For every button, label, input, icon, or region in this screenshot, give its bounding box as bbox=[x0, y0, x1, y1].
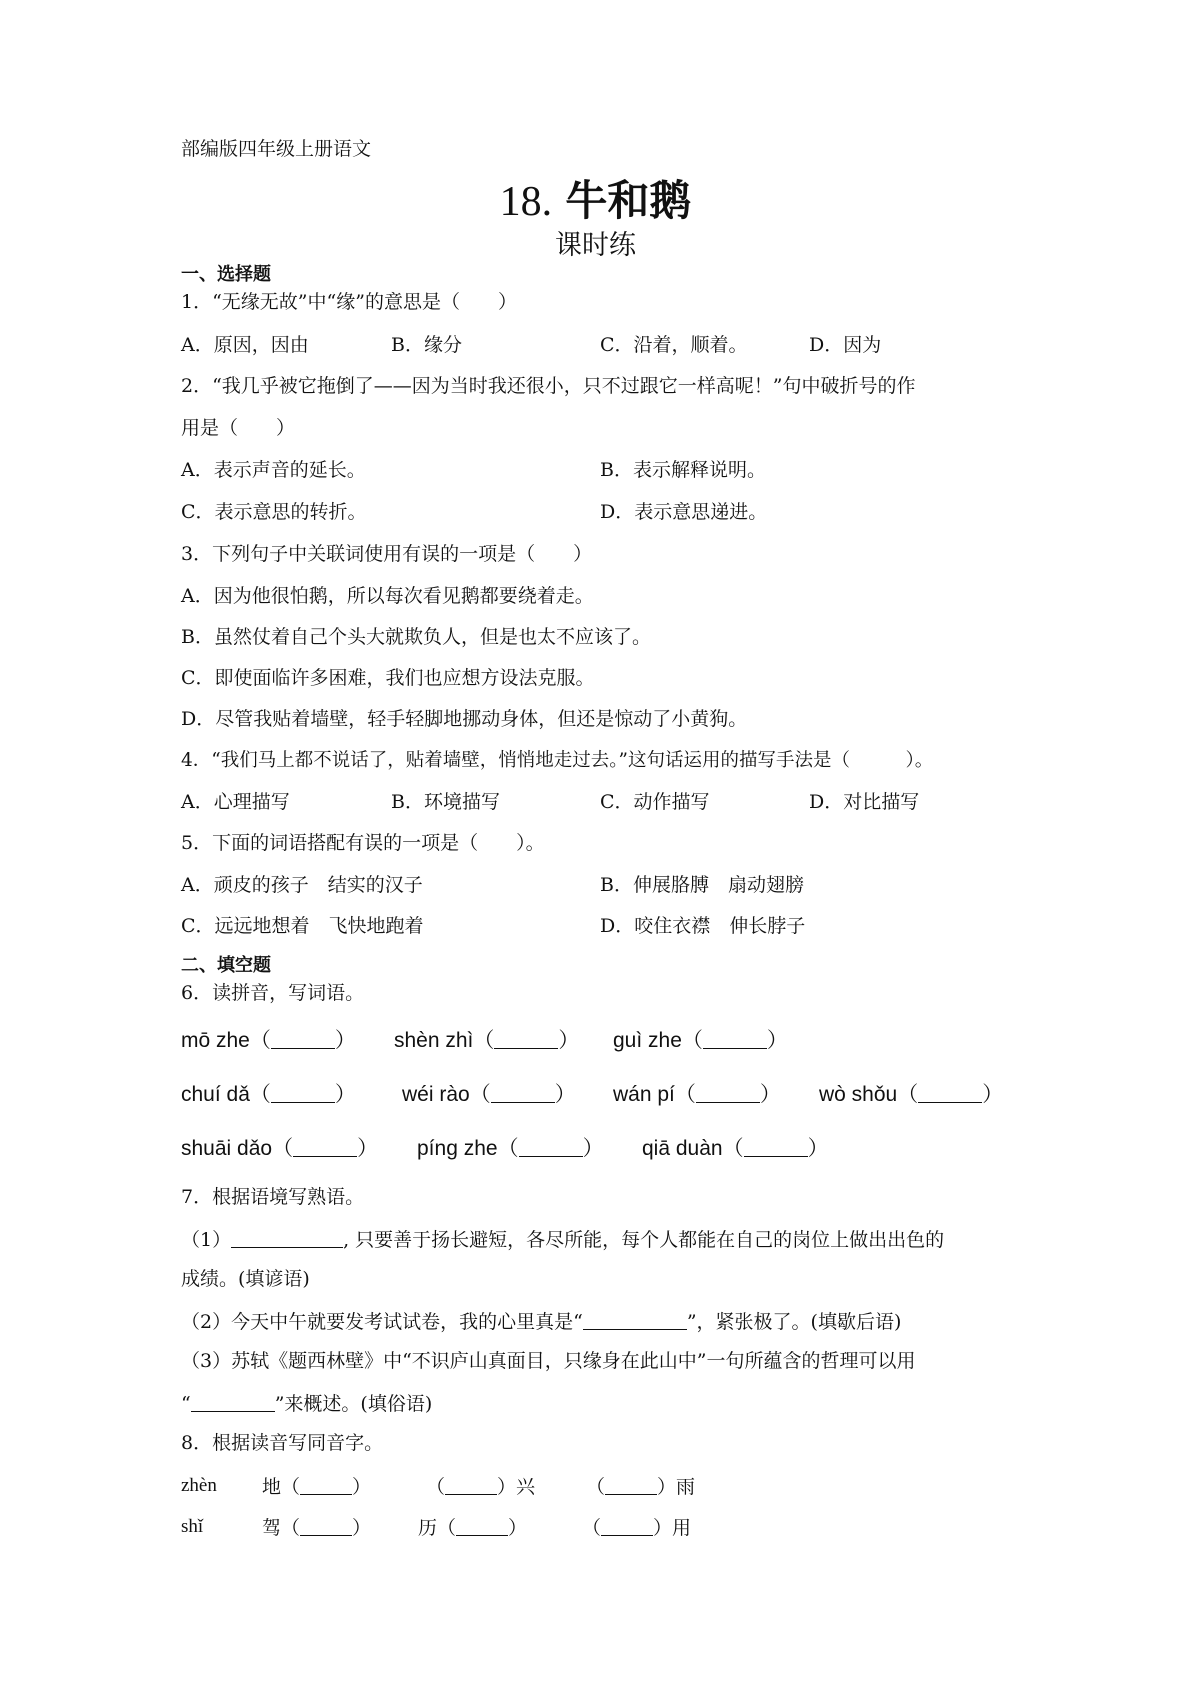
question-3: 3．下列句子中关联词使用有误的一项是（ ） bbox=[181, 543, 593, 565]
q8-row1-item-b bbox=[426, 1476, 535, 1497]
answer-blank[interactable] bbox=[494, 1030, 558, 1049]
paren: （ bbox=[897, 1083, 919, 1106]
question-8: 8．根据读音写同音字。 bbox=[181, 1432, 384, 1454]
pinyin-text: shèn zhì bbox=[394, 1029, 474, 1052]
paren: ） bbox=[766, 1029, 788, 1052]
q4-option-c: C．动作描写 bbox=[600, 791, 710, 813]
pinyin-item bbox=[613, 1084, 781, 1105]
lesson-number: 18. bbox=[499, 179, 553, 225]
q7-part3-line2 bbox=[181, 1393, 432, 1414]
pinyin-item bbox=[181, 1138, 378, 1159]
q1-option-d: D．因为 bbox=[809, 334, 882, 356]
q7-part3-line1: （3）苏轼《题西林壁》中“不识庐山真面目，只缘身在此山中”一句所蕴含的哲理可以用 bbox=[181, 1350, 916, 1372]
q5-option-a: A．顽皮的孩子 结实的汉子 bbox=[181, 874, 423, 896]
q1-option-a: A．原因，因由 bbox=[181, 334, 309, 356]
q7-part2-post: ”，紧张极了。(填歇后语) bbox=[686, 1311, 902, 1333]
paren: ） bbox=[554, 1083, 576, 1106]
pinyin-text: chuí dǎ bbox=[181, 1083, 250, 1106]
q8-row1-item-c bbox=[586, 1476, 695, 1497]
paren: （ bbox=[272, 1137, 294, 1160]
q7-part1-line2: 成绩。(填谚语) bbox=[181, 1268, 310, 1290]
paren: （ bbox=[586, 1476, 606, 1498]
question-2-line2: 用是（ ） bbox=[181, 417, 296, 439]
q4-option-b: B．环境描写 bbox=[391, 791, 500, 813]
q2-option-c: C．表示意思的转折。 bbox=[181, 501, 367, 523]
question-1: 1．“无缘无故”中“缘”的意思是（ ） bbox=[181, 291, 517, 313]
q5-option-d: D．咬住衣襟 伸长脖子 bbox=[600, 915, 806, 937]
answer-blank[interactable] bbox=[300, 1517, 352, 1536]
q7-part1 bbox=[181, 1229, 944, 1250]
paren: ） bbox=[334, 1083, 356, 1106]
pinyin-text: wéi rào bbox=[402, 1083, 470, 1106]
q3-option-a: A．因为他很怕鹅，所以每次看见鹅都要绕着走。 bbox=[181, 585, 594, 607]
q5-option-c: C．远远地想着 飞快地跑着 bbox=[181, 915, 424, 937]
paren: ） bbox=[334, 1029, 356, 1052]
answer-blank[interactable] bbox=[601, 1517, 653, 1536]
q8-row1-pinyin: zhèn bbox=[181, 1475, 217, 1496]
answer-blank[interactable] bbox=[918, 1084, 982, 1103]
paren: ） bbox=[508, 1517, 528, 1539]
course-label: 部编版四年级上册语文 bbox=[181, 138, 372, 160]
q8-text: 驾（ bbox=[262, 1517, 301, 1539]
section-heading-choice: 一、选择题 bbox=[181, 264, 271, 285]
paren: ） bbox=[982, 1083, 1004, 1106]
paren: ） bbox=[759, 1083, 781, 1106]
question-6: 6．读拼音，写词语。 bbox=[181, 982, 365, 1004]
q3-option-d: D．尽管我贴着墙壁，轻手轻脚地挪动身体，但还是惊动了小黄狗。 bbox=[181, 708, 748, 730]
answer-blank[interactable] bbox=[293, 1138, 357, 1157]
question-2-line1: 2．“我几乎被它拖倒了——因为当时我还很小，只不过跟它一样高呢！”句中破折号的作 bbox=[181, 375, 916, 397]
answer-blank[interactable] bbox=[605, 1476, 657, 1495]
answer-blank[interactable] bbox=[456, 1517, 508, 1536]
paren: （ bbox=[681, 1029, 703, 1052]
q8-text: ）用 bbox=[653, 1517, 692, 1539]
answer-blank[interactable] bbox=[744, 1138, 808, 1157]
pinyin-item bbox=[819, 1084, 1003, 1105]
answer-blank[interactable] bbox=[300, 1476, 352, 1495]
question-7: 7．根据语境写熟语。 bbox=[181, 1186, 365, 1208]
answer-blank[interactable] bbox=[703, 1030, 767, 1049]
paren: ） bbox=[352, 1517, 372, 1539]
paren: （ bbox=[582, 1517, 602, 1539]
q7-part3-pre: “ bbox=[181, 1393, 191, 1415]
q8-row1-item-a bbox=[262, 1476, 371, 1497]
paren: ） bbox=[807, 1137, 829, 1160]
pinyin-item bbox=[181, 1084, 356, 1105]
q3-option-b: B．虽然仗着自己个头大就欺负人，但是也太不应该了。 bbox=[181, 626, 651, 648]
paren: （ bbox=[722, 1137, 744, 1160]
pinyin-text: shuāi dǎo bbox=[181, 1137, 273, 1160]
paren: （ bbox=[469, 1083, 491, 1106]
q7-part1-text: , 只要善于扬长避短，各尽所能，每个人都能在自己的岗位上做出出色的 bbox=[343, 1229, 945, 1251]
q3-option-c: C．即使面临许多困难，我们也应想方设法克服。 bbox=[181, 667, 595, 689]
q7-part1-number: （1） bbox=[181, 1229, 232, 1251]
paren: （ bbox=[249, 1029, 271, 1052]
pinyin-item bbox=[613, 1030, 788, 1051]
q7-part2-pre: （2）今天中午就要发考试试卷，我的心里真是“ bbox=[181, 1311, 583, 1333]
q1-option-c: C．沿着，顺着。 bbox=[600, 334, 748, 356]
q4-option-d: D．对比描写 bbox=[809, 791, 920, 813]
pinyin-text: wán pí bbox=[613, 1083, 675, 1106]
pinyin-text: píng zhe bbox=[417, 1137, 498, 1160]
question-4: 4．“我们马上都不说话了，贴着墙壁，悄悄地走过去。”这句话运用的描写手法是（ ）。 bbox=[181, 750, 934, 771]
paren: （ bbox=[426, 1476, 446, 1498]
q7-part3-post: ”来概述。(填俗语) bbox=[274, 1393, 433, 1415]
answer-blank[interactable] bbox=[696, 1084, 760, 1103]
pinyin-text: qiā duàn bbox=[642, 1137, 723, 1160]
pinyin-text: mō zhe bbox=[181, 1029, 250, 1052]
pinyin-item bbox=[642, 1138, 829, 1159]
paren: ） bbox=[558, 1029, 580, 1052]
q2-option-b: B．表示解释说明。 bbox=[600, 459, 766, 481]
q5-option-b: B．伸展胳膊 扇动翅膀 bbox=[600, 874, 804, 896]
q8-text: ）兴 bbox=[497, 1476, 536, 1498]
q8-text: 地（ bbox=[262, 1476, 301, 1498]
answer-blank[interactable] bbox=[271, 1030, 335, 1049]
answer-blank[interactable] bbox=[519, 1138, 583, 1157]
q8-row2-item-c bbox=[582, 1517, 691, 1538]
paren: （ bbox=[473, 1029, 495, 1052]
answer-blank[interactable] bbox=[583, 1311, 687, 1330]
answer-blank[interactable] bbox=[191, 1393, 275, 1412]
paren: ） bbox=[582, 1137, 604, 1160]
q2-option-a: A．表示声音的延长。 bbox=[181, 459, 366, 481]
paren: ） bbox=[352, 1476, 372, 1498]
q2-option-d: D．表示意思递进。 bbox=[600, 501, 768, 523]
pinyin-item bbox=[394, 1030, 579, 1051]
answer-blank[interactable] bbox=[231, 1229, 343, 1248]
paren: （ bbox=[249, 1083, 271, 1106]
q8-row2-pinyin: shǐ bbox=[181, 1516, 204, 1537]
q8-text: ）雨 bbox=[657, 1476, 696, 1498]
answer-blank[interactable] bbox=[445, 1476, 497, 1495]
page-subtitle: 课时练 bbox=[555, 230, 636, 261]
q8-text: 历（ bbox=[418, 1517, 457, 1539]
pinyin-text: wò shǒu bbox=[819, 1083, 898, 1106]
q7-part2 bbox=[181, 1311, 901, 1332]
q8-row2-item-b bbox=[418, 1517, 527, 1538]
section-heading-fill: 二、填空题 bbox=[181, 955, 271, 976]
paren: ） bbox=[357, 1137, 379, 1160]
pinyin-item bbox=[181, 1030, 356, 1051]
q1-option-b: B．缘分 bbox=[391, 334, 462, 356]
answer-blank[interactable] bbox=[271, 1084, 335, 1103]
page-title bbox=[0, 176, 1191, 225]
lesson-title: 牛和鹅 bbox=[565, 176, 692, 225]
answer-blank[interactable] bbox=[491, 1084, 555, 1103]
q4-option-a: A．心理描写 bbox=[181, 791, 290, 813]
q8-row2-item-a bbox=[262, 1517, 371, 1538]
pinyin-text: guì zhe bbox=[613, 1029, 682, 1052]
pinyin-item bbox=[402, 1084, 576, 1105]
pinyin-item bbox=[417, 1138, 604, 1159]
paren: （ bbox=[497, 1137, 519, 1160]
paren: （ bbox=[674, 1083, 696, 1106]
question-5: 5．下面的词语搭配有误的一项是（ ）。 bbox=[181, 832, 545, 854]
